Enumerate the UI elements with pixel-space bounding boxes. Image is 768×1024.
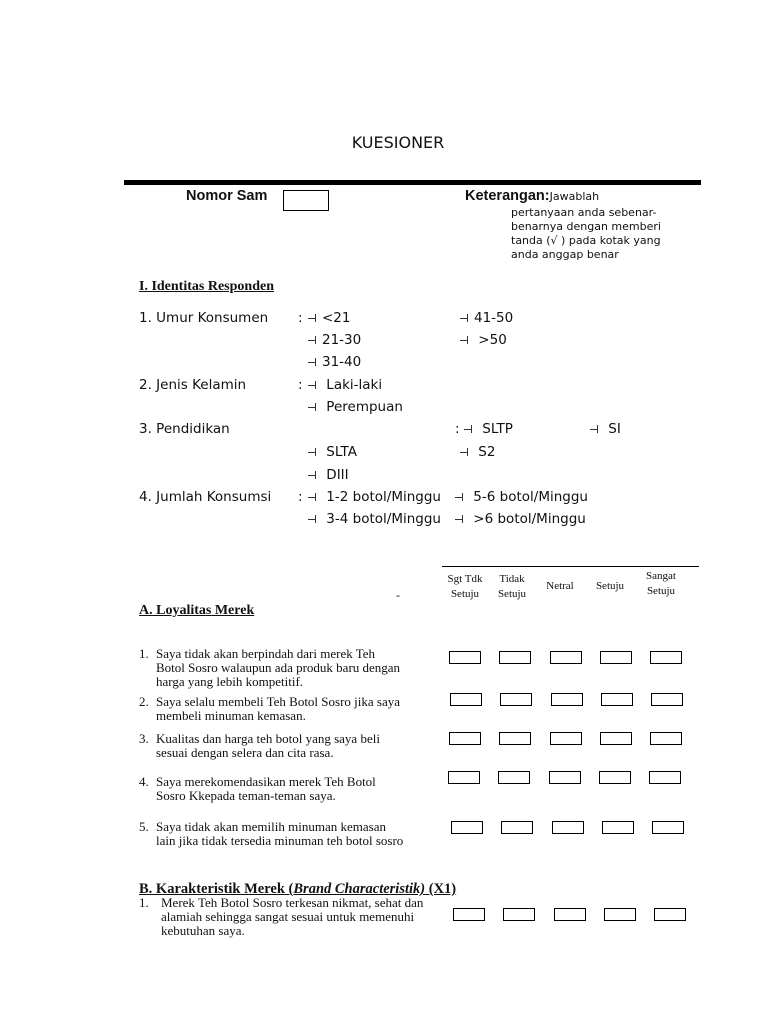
- scale-label: Sangat: [646, 570, 676, 582]
- checkbox-icon: [460, 314, 472, 322]
- question-number: 1.: [139, 895, 149, 910]
- page-title: KUESIONER: [351, 133, 445, 152]
- q-umur-label: 1. Umur Konsumen: [139, 310, 269, 326]
- section-identitas-title: I. Identitas Responden: [139, 279, 274, 294]
- answer-checkbox-4[interactable]: [599, 771, 631, 784]
- answer-checkbox-5[interactable]: [650, 732, 682, 745]
- colon: :: [298, 377, 303, 393]
- answer-checkbox-3[interactable]: [550, 732, 582, 745]
- option-3-4-botol[interactable]: [308, 511, 441, 527]
- checkbox-icon: [590, 425, 602, 433]
- answer-checkbox-1[interactable]: [448, 771, 480, 784]
- colon: :: [455, 421, 460, 437]
- option-s1[interactable]: [590, 421, 621, 437]
- checkbox-icon: [308, 336, 320, 344]
- option-label: S2: [478, 444, 496, 460]
- keterangan-first: Jawablah: [549, 190, 600, 203]
- question-item: [139, 775, 407, 803]
- scale-label: Netral: [546, 580, 574, 592]
- answer-checkbox-3[interactable]: [549, 771, 581, 784]
- title-part: (X1): [425, 881, 457, 897]
- scale-label: Setuju: [646, 585, 676, 597]
- option-label: Laki-laki: [326, 377, 383, 393]
- option-label: >50: [478, 332, 507, 348]
- question-number: 1.: [139, 646, 149, 661]
- colon: :: [298, 310, 303, 326]
- answer-checkbox-1[interactable]: [450, 693, 482, 706]
- answer-checkbox-2[interactable]: [500, 693, 532, 706]
- question-text: Saya merekomendasikan merek Teh Botol Sosro Kkepada teman-teman saya.: [156, 774, 376, 803]
- question-item: [139, 647, 407, 689]
- checkbox-icon: [308, 403, 320, 411]
- answer-checkbox-3[interactable]: [551, 693, 583, 706]
- option-label: Perempuan: [326, 399, 403, 415]
- q-pendidikan-label: 3. Pendidikan: [139, 421, 230, 437]
- option-label: 3-4 botol/Minggu: [326, 511, 441, 527]
- checkbox-icon: [455, 515, 467, 523]
- answer-checkbox-1[interactable]: [449, 651, 481, 664]
- scale-header-setuju: [588, 579, 632, 594]
- option-label: <21: [322, 310, 351, 326]
- scale-header-sangat-setuju: [639, 569, 683, 599]
- option-umur-31-40[interactable]: [308, 354, 361, 370]
- checkbox-icon: [308, 515, 320, 523]
- answer-checkbox-4[interactable]: [602, 821, 634, 834]
- keterangan-body: pertanyaan anda sebenar-benarnya dengan memberi tanda (√ ) pada kotak yang anda anggap benar: [511, 206, 661, 261]
- question-item: [139, 732, 407, 760]
- colon: :: [298, 489, 303, 505]
- option-label: DIII: [326, 467, 349, 483]
- checkbox-icon: [308, 493, 320, 501]
- option-label: 41-50: [474, 310, 514, 326]
- answer-checkbox-3[interactable]: [554, 908, 586, 921]
- answer-checkbox-4[interactable]: [601, 693, 633, 706]
- option-label: 31-40: [322, 354, 362, 370]
- answer-checkbox-3[interactable]: [552, 821, 584, 834]
- option-1-2-botol[interactable]: [308, 489, 441, 505]
- option-label: 1-2 botol/Minggu: [326, 489, 441, 505]
- answer-checkbox-5[interactable]: [651, 693, 683, 706]
- answer-checkbox-3[interactable]: [550, 651, 582, 664]
- q-konsumsi-label: 4. Jumlah Konsumsi: [139, 489, 272, 505]
- option-perempuan[interactable]: [308, 399, 403, 415]
- scale-header-tidak-setuju: [490, 572, 534, 602]
- question-text: Saya selalu membeli Teh Botol Sosro jika saya membeli minuman kemasan.: [156, 694, 401, 723]
- option-label: SLTP: [482, 421, 513, 437]
- option-label: SLTA: [326, 444, 357, 460]
- dash: -: [396, 588, 400, 602]
- option-label: >6 botol/Minggu: [473, 511, 586, 527]
- checkbox-icon: [308, 471, 320, 479]
- checkbox-icon: [308, 448, 320, 456]
- scale-label: Setuju: [497, 588, 527, 600]
- section-a-title: A. Loyalitas Merek: [139, 603, 255, 618]
- option-sltp[interactable]: [464, 421, 513, 437]
- keterangan-heading: [465, 188, 599, 204]
- question-number: 5.: [139, 819, 149, 834]
- answer-checkbox-5[interactable]: [652, 821, 684, 834]
- question-number: 4.: [139, 774, 149, 789]
- question-number: 3.: [139, 731, 149, 746]
- answer-checkbox-5[interactable]: [650, 651, 682, 664]
- option-umur-41-50[interactable]: [460, 310, 513, 326]
- option-laki-laki[interactable]: [308, 377, 382, 393]
- option-5-6-botol[interactable]: [455, 489, 588, 505]
- title-part: B. Karakteristik Merek (: [139, 881, 294, 897]
- option-gt6-botol[interactable]: [455, 511, 586, 527]
- checkbox-icon: [308, 314, 320, 322]
- option-umur-21-30[interactable]: [308, 332, 361, 348]
- question-text: Kualitas dan harga teh botol yang saya beli sesuai dengan selera dan cita rasa.: [156, 731, 380, 760]
- scale-label: Sgt Tdk: [447, 573, 483, 585]
- option-umur-gt50[interactable]: [460, 332, 507, 348]
- answer-checkbox-2[interactable]: [503, 908, 535, 921]
- option-umur-lt21[interactable]: [308, 310, 351, 326]
- answer-checkbox-1[interactable]: [449, 732, 481, 745]
- scale-header-rule: [442, 566, 699, 567]
- question-number: 2.: [139, 694, 149, 709]
- divider: [124, 180, 701, 185]
- scale-label: Setuju: [450, 588, 480, 600]
- title-italic: Brand Characteristik): [293, 881, 426, 897]
- answer-checkbox-5[interactable]: [654, 908, 686, 921]
- checkbox-icon: [464, 425, 476, 433]
- option-diii[interactable]: [308, 467, 349, 483]
- option-label: SI: [608, 421, 621, 437]
- keterangan-label: Keterangan:: [465, 188, 550, 204]
- question-text: Saya tidak akan berpindah dari merek Teh Botol Sosro walaupun ada produk baru dengan harga yang lebih kompetitif.: [156, 646, 401, 689]
- checkbox-icon: [460, 336, 472, 344]
- question-item: [139, 820, 407, 848]
- option-s2[interactable]: [460, 444, 495, 460]
- question-item: [139, 695, 407, 723]
- scale-header-sgt-tdk-setuju: [441, 572, 489, 602]
- scale-label: Setuju: [595, 580, 625, 592]
- checkbox-icon: [455, 493, 467, 501]
- answer-checkbox-4[interactable]: [600, 732, 632, 745]
- checkbox-icon: [308, 381, 320, 389]
- checkbox-icon: [308, 358, 320, 366]
- answer-checkbox-1[interactable]: [451, 821, 483, 834]
- answer-checkbox-4[interactable]: [600, 651, 632, 664]
- question-text: Saya tidak akan memilih minuman kemasan lain jika tidak tersedia minuman teh botol sosro: [156, 819, 404, 848]
- scale-header-netral: [538, 579, 582, 594]
- checkbox-icon: [460, 448, 472, 456]
- answer-checkbox-2[interactable]: [499, 732, 531, 745]
- option-label: 21-30: [322, 332, 362, 348]
- answer-checkbox-1[interactable]: [453, 908, 485, 921]
- answer-checkbox-5[interactable]: [649, 771, 681, 784]
- question-text: Merek Teh Botol Sosro terkesan nikmat, sehat dan alamiah sehingga sangat sesuai untuk memenuhi kebutuhan saya.: [161, 895, 424, 938]
- nomor-sampel-label: Nomor Sam: [186, 188, 268, 204]
- option-label: 5-6 botol/Minggu: [473, 489, 588, 505]
- option-slta[interactable]: [308, 444, 357, 460]
- answer-checkbox-2[interactable]: [499, 651, 531, 664]
- nomor-sampel-input[interactable]: [283, 190, 329, 211]
- question-item: [139, 896, 424, 938]
- answer-checkbox-2[interactable]: [501, 821, 533, 834]
- answer-checkbox-4[interactable]: [604, 908, 636, 921]
- scale-label: Tidak: [499, 573, 525, 585]
- answer-checkbox-2[interactable]: [498, 771, 530, 784]
- q-kelamin-label: 2. Jenis Kelamin: [139, 377, 247, 393]
